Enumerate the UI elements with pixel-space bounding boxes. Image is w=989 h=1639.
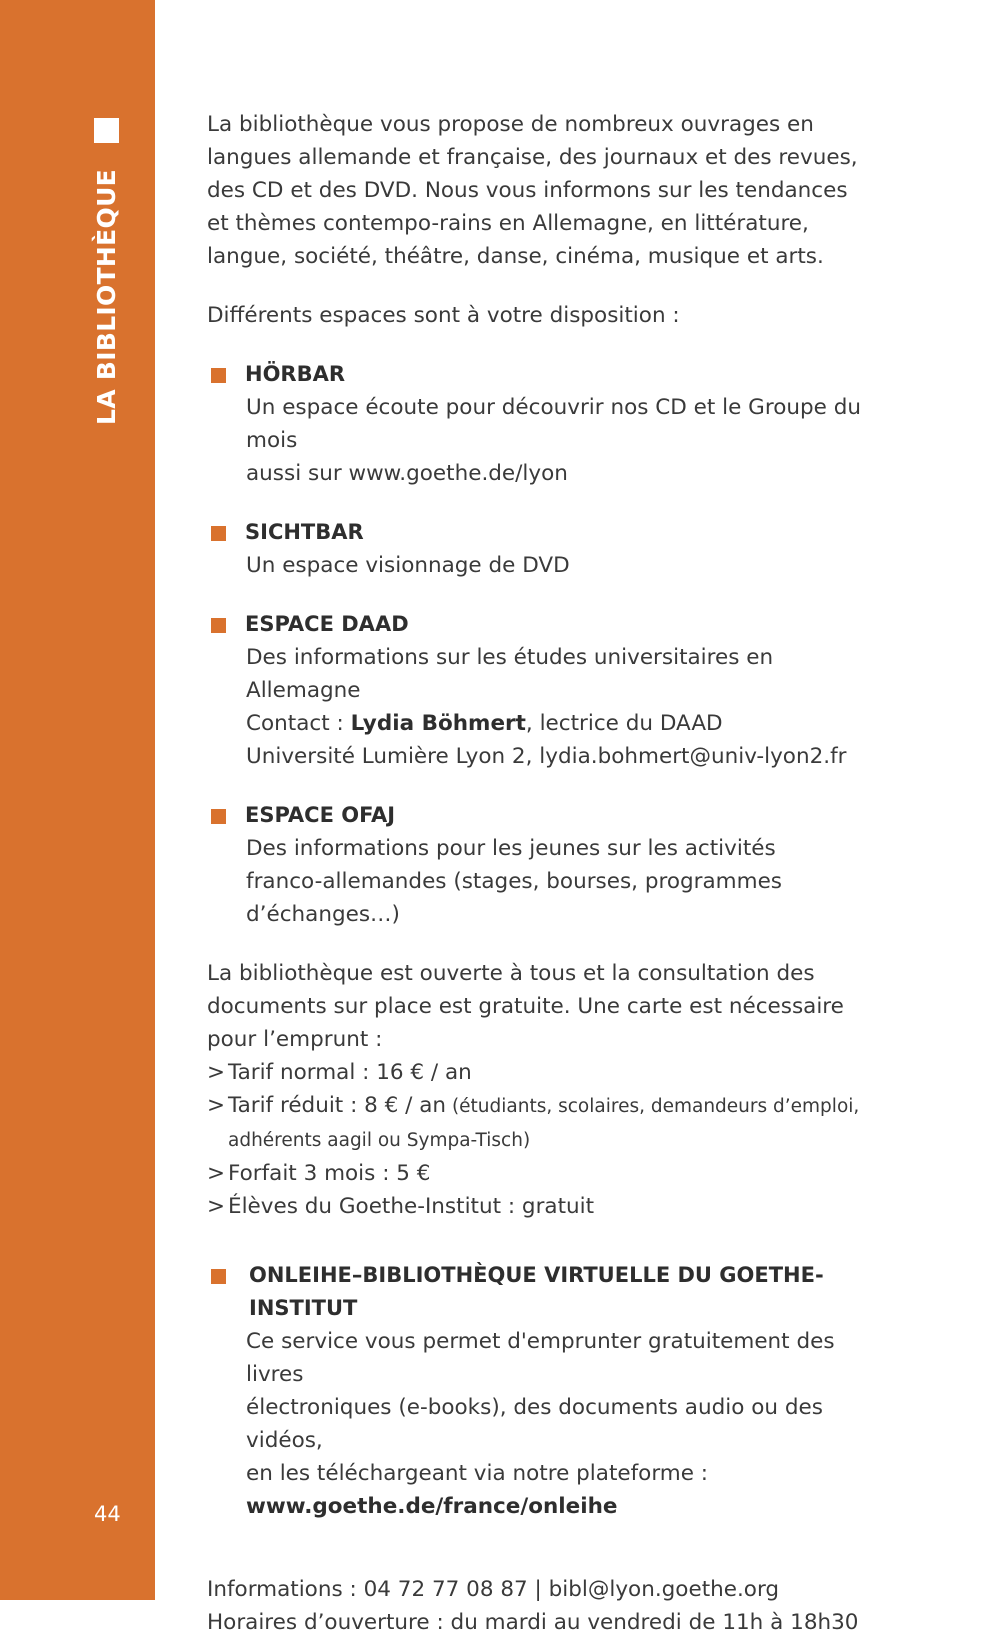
section-line: Ce service vous permet d'emprunter gratuitement des livres [246,1329,835,1387]
square-bullet-icon [211,1269,226,1284]
section-line: Des informations pour les jeunes sur les activités [246,836,776,861]
section-daad [207,608,867,773]
onleihe-url[interactable]: www.goethe.de/france/onleihe [246,1494,618,1519]
tarif-reduit-detail: (étudiants, scolaires, demandeurs d’emploi, adhérents aagil ou Sympa-Tisch) [228,1096,860,1151]
section-ofaj [207,799,867,931]
access-paragraph: La bibliothèque est ouverte à tous et la consultation des documents sur place est gratuite. Une carte est nécessaire pour l’emprunt : [207,961,844,1052]
list-item: > Tarif réduit : 8 € / an (étudiants, scolaires, demandeurs d’emploi, adhérents aagil ou Sympa-Tisch) [207,1089,867,1157]
section-line: Un espace écoute pour découvrir nos CD et le Groupe du mois [246,395,861,453]
tarif-list [207,1056,867,1223]
contact-info [207,1573,867,1639]
arrow-bullet: > [207,1194,226,1219]
sidebar [0,0,155,1600]
list-item: > Forfait 3 mois : 5 € [207,1157,867,1190]
arrow-bullet: > [207,1060,226,1085]
section-line: aussi sur www.goethe.de/lyon [246,461,568,486]
section-heading: ESPACE OFAJ [245,803,396,827]
arrow-bullet: > [207,1093,226,1118]
section-line: Des informations sur les études universitaires en Allemagne [246,645,774,703]
arrow-bullet: > [207,1161,226,1186]
section-line: Un espace visionnage de DVD [246,553,570,578]
list-item: > Élèves du Goethe-Institut : gratuit [207,1190,867,1223]
section-body [246,1325,867,1523]
contact-label: Contact : [246,711,351,736]
section-body [246,641,867,773]
section-onleihe [207,1259,867,1523]
spaces-lead: Différents espaces sont à votre disposition : [207,303,680,328]
square-bullet-icon [211,809,226,824]
section-line: Université Lumière Lyon 2, lydia.bohmert@univ-lyon2.fr [246,744,847,769]
section-heading: ESPACE DAAD [245,612,409,636]
section-heading: HÖRBAR [245,362,346,386]
contact-role: , lectrice du DAAD [525,711,723,736]
access-info [207,957,867,1223]
contact-line [246,707,867,740]
section-line: en les téléchargeant via notre plateforme : [246,1461,709,1486]
section-body [246,391,867,490]
hours-line: Horaires d’ouverture : du mardi au vendredi de 11h à 18h30 [207,1610,859,1635]
section-body [246,832,867,931]
section-heading: SICHTBAR [245,520,364,544]
square-bullet-icon [211,526,226,541]
section-horbar [207,358,867,490]
list-item: > Tarif normal : 16 € / an [207,1056,867,1089]
section-title: LA BIBLIOTHÈQUE [92,168,121,425]
contact-name: Lydia Böhmert [350,711,526,736]
section-sichtbar [207,516,867,582]
info-line: Informations : 04 72 77 08 87 | bibl@lyon.goethe.org [207,1577,780,1602]
section-heading: ONLEIHE–BIBLIOTHÈQUE VIRTUELLE DU GOETHE-INSTITUT [249,1263,824,1320]
main-content [207,108,867,1639]
section-line: électroniques (e-books), des documents audio ou des vidéos, [246,1395,823,1453]
square-bullet-icon [211,618,226,633]
section-line: franco-allemandes (stages, bourses, programmes d’échanges…) [246,869,782,927]
section-body [246,549,867,582]
sidebar-square-marker [94,118,119,143]
intro-paragraph: La bibliothèque vous propose de nombreux ouvrages en langues allemande et française, des journaux et des revues, des CD et des DVD. Nous vous informons sur les tendances et thèmes contempo-rains en Allemagne, en littérature, langue, société, théâtre, danse, cinéma, musique et arts. [207,112,858,269]
square-bullet-icon [211,368,226,383]
page-number: 44 [94,1502,121,1526]
